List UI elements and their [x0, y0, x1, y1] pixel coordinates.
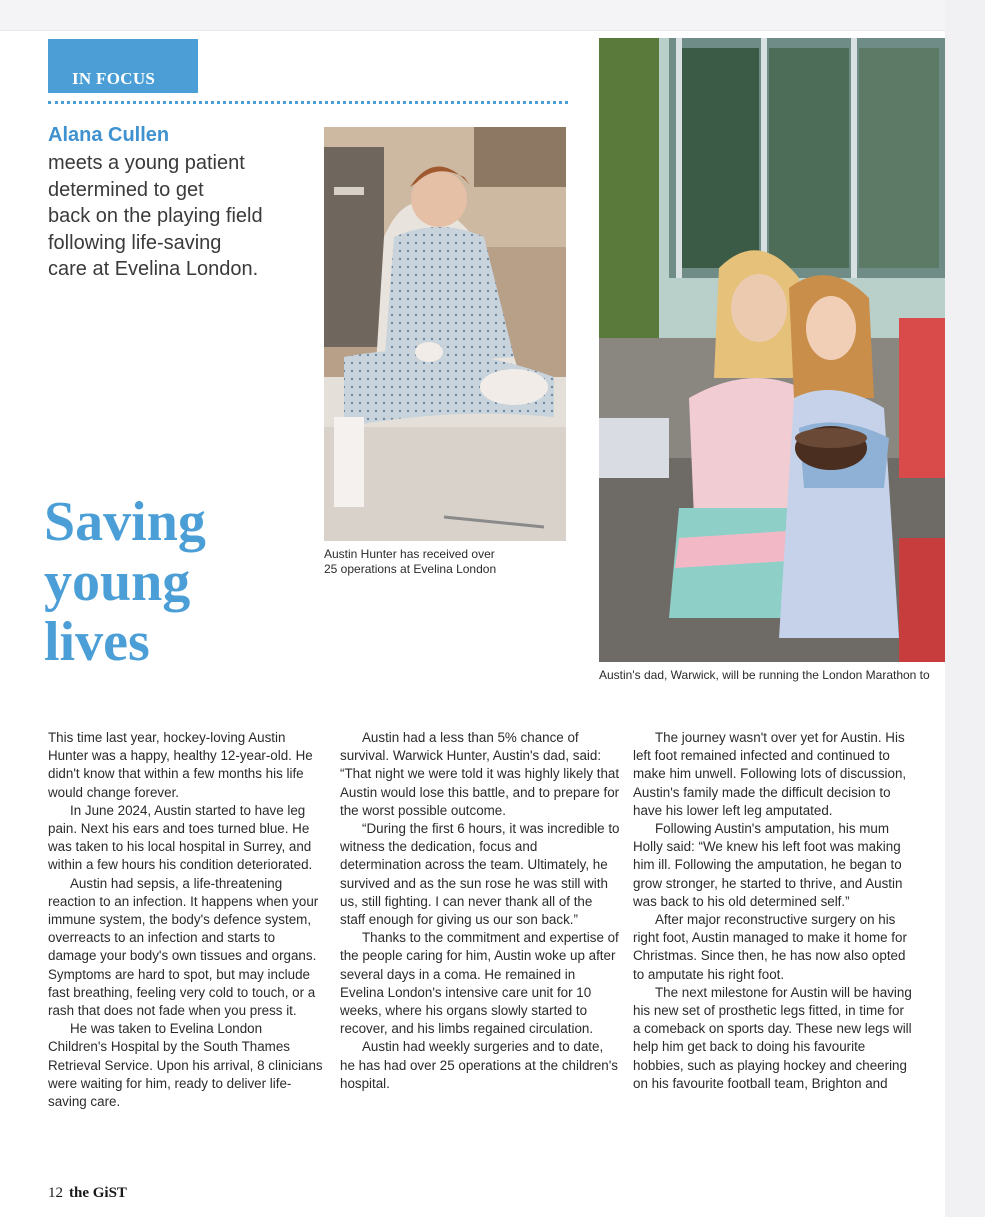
intro-line: care at Evelina London. — [48, 258, 259, 280]
page-number: 12 — [48, 1185, 63, 1201]
paragraph: After major reconstructive surgery on his right foot, Austin managed to make it home for Christmas. Since then, he has now also opted to amputate his right foot. — [633, 912, 907, 982]
dotted-divider — [48, 101, 568, 104]
author-name: Alana Cullen — [48, 124, 170, 146]
intro-text — [48, 150, 298, 283]
intro-line: determined to get — [48, 178, 204, 201]
article-column-1 — [48, 729, 323, 1111]
headline-line: young — [44, 551, 191, 613]
caption-line: 25 operations at Evelina London — [324, 561, 497, 576]
article-headline — [44, 492, 284, 672]
photo-caption: Austin's dad, Warwick, will be running the London Marathon to — [599, 668, 930, 682]
hospital-photo — [324, 127, 566, 541]
page-footer — [48, 1185, 127, 1202]
paragraph: This time last year, hockey-loving Austin Hunter was a happy, healthy 12-year-old. He didn't know that within a few months his life would change forever. — [48, 730, 313, 800]
paragraph: Following Austin's amputation, his mum Holly said: “We knew his left foot was making him ill. Following the amputation, he began to grow stronger, he started to thrive, and Austin was back to his old determined self.” — [633, 821, 903, 909]
article-column-3 — [633, 729, 913, 1093]
paragraph: In June 2024, Austin started to have leg pain. Next his ears and toes turned blue. He was taken to his local hospital in Surrey, and within a few hours his condition deteriorated. — [48, 802, 313, 873]
intro-line: following life-saving — [48, 231, 222, 254]
publication-name: the GiST — [69, 1185, 127, 1201]
paragraph: Austin had sepsis, a life-threatening reaction to an infection. It happens when your immune system, the body's defence system, overreacts to an infection and starts to damage your body's own tissues and organs. Symptoms are hard to spot, but may include fast breathing, feeling very cold to touch, or a rash that does not fade when you press it. — [48, 875, 319, 1019]
paragraph: The next milestone for Austin will be having his new set of prosthetic legs fitted, in time for a comeback on sports day. These new legs will help him get back to doing his favourite hobbies, such as playing hockey and cheering on his favourite football team, Brighton and — [633, 984, 912, 1091]
right-margin-strip — [945, 0, 985, 1217]
paragraph: He was taken to Evelina London Children's Hospital by the South Thames Retrieval Service. Upon his arrival, 8 clinicians were waiting for him, ready to deliver life-saving care. — [48, 1021, 323, 1110]
paragraph: The journey wasn't over yet for Austin. His left foot remained infected and continued to make him unwell. Following lots of discussion, Austin's family made the difficult decision to have his lower left leg amputated. — [633, 730, 907, 818]
intro-line: back on the playing field — [48, 205, 263, 227]
paragraph: “During the first 6 hours, it was incredible to witness the dedication, focus and determination across the team. Ultimately, he survived and as the sun rose he was still with us, still fighting. I can never thank all of the staff enough for giving us our son back.” — [340, 821, 620, 928]
paragraph: Austin had a less than 5% chance of survival. Warwick Hunter, Austin's dad, said: “That night we were told it was highly likely that Austin would lose this battle, and to prepare for the worst possible outcome. — [340, 730, 620, 818]
intro-line: meets a young patient — [48, 152, 245, 174]
top-bar — [0, 0, 945, 31]
photo-caption — [324, 547, 564, 576]
headline-line: lives — [44, 611, 150, 673]
paragraph: Austin had weekly surgeries and to date, he has had over 25 operations at the children's hospital. — [340, 1039, 618, 1091]
section-tag: IN FOCUS — [48, 39, 198, 93]
paragraph: Thanks to the commitment and expertise of the people caring for him, Austin woke up after several days in a coma. He remained in Evelina London's intensive care unit for 10 weeks, where his organs slowly started to recover, and his limbs regained circulation. — [340, 930, 619, 1037]
caption-line: Austin Hunter has received over — [324, 547, 495, 561]
family-photo — [599, 38, 945, 662]
article-column-2 — [340, 729, 620, 1093]
headline-line: Saving — [44, 491, 206, 553]
